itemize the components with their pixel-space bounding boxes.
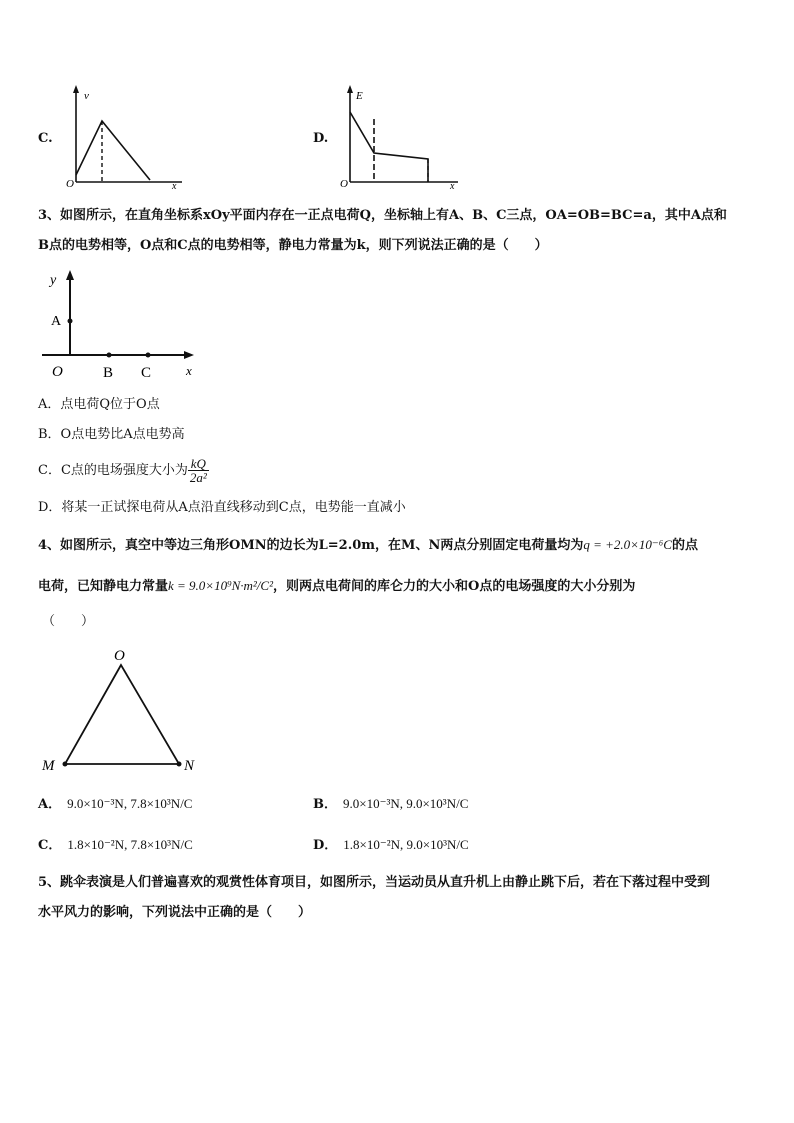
option-d-label: D. (313, 131, 329, 146)
q4-option-d (313, 837, 469, 854)
q4-fig-vertex-o: O (114, 648, 125, 664)
q4-stem-line3: （ ） (42, 614, 95, 629)
q4-option-c-value: 1.8×10⁻²N, 7.8×10³N/C (67, 837, 193, 852)
q3-option-d: D．将某一正试探电荷从A点沿直线移动到C点，电势能一直减小 (38, 500, 406, 515)
q4-stem-line1-b: 的点 (671, 538, 698, 553)
graph-c-y-label: v (84, 90, 89, 102)
q4-stem-line1 (38, 537, 698, 554)
q4-option-c (38, 837, 193, 854)
q4-fig-vertex-m: M (42, 758, 55, 774)
graph-c-origin: O (66, 178, 74, 190)
graph-c-v-x (62, 85, 187, 190)
q4-option-a-label: A． (38, 797, 62, 812)
q4-stem-line1-a: 4、如图所示，真空中等边三角形OMN的边长为L=2.0m，在M、N两点分别固定电荷量均为 (38, 538, 584, 553)
q3-fig-point-a: A (51, 314, 62, 329)
q3-option-c-fraction (188, 457, 209, 484)
q4-stem-line2-b: ，则两点电荷间的库仑力的大小和O点的电场强度的大小分别为 (273, 579, 636, 594)
q4-option-b (313, 796, 468, 813)
q3-stem-line1: 3、如图所示，在直角坐标系xOy平面内存在一正点电荷Q，坐标轴上有A、B、C三点，OA=OB=BC=a，其中A点和 (38, 208, 727, 223)
option-c-label: C. (38, 131, 53, 146)
q4-stem-line2 (38, 578, 635, 595)
q4-triangle-figure (38, 645, 208, 775)
q5-stem-line2: 水平风力的影响，下列说法中正确的是（ ） (38, 905, 312, 920)
q4-option-a-value: 9.0×10⁻³N, 7.8×10³N/C (67, 796, 193, 811)
q3-fig-origin: O (52, 364, 63, 380)
graph-c-x-label: x (172, 181, 177, 190)
q3-fig-point-b: B (103, 365, 114, 381)
graph-d-y-label: E (356, 90, 363, 102)
q3-option-b: B．O点电势比A点电势高 (38, 427, 185, 442)
q3-fig-point-c: C (141, 365, 152, 381)
q4-stem-line2-a: 电荷，已知静电力常量 (38, 579, 169, 594)
q4-option-b-label: B． (313, 797, 337, 812)
q4-charge-formula: q = +2.0×10⁻⁶C (583, 537, 672, 552)
q3-frac-numerator: kQ (188, 457, 209, 471)
q3-fig-x-label: x (186, 363, 192, 378)
q3-coordinate-figure (36, 268, 206, 383)
q4-option-a (38, 796, 192, 813)
q3-stem-line2: B点的电势相等，O点和C点的电势相等，静电力常量为k，则下列说法正确的是（ ） (38, 238, 548, 253)
q3-frac-denominator: 2a² (189, 470, 207, 485)
q3-option-a: A．点电荷Q位于O点 (38, 397, 160, 412)
graph-d-e-x (338, 85, 463, 190)
q4-option-d-value: 1.8×10⁻²N, 9.0×10³N/C (343, 837, 469, 852)
q3-option-c (38, 457, 209, 484)
q5-stem-line1: 5、跳伞表演是人们普遍喜欢的观赏性体育项目，如图所示，当运动员从直升机上由静止跳下后，若在下落过程中受到 (38, 875, 711, 890)
graph-d-x-label: x (450, 181, 455, 190)
q4-constant-formula: k = 9.0×10⁹N·m²/C² (168, 578, 273, 593)
q4-option-c-label: C． (38, 838, 62, 853)
q4-option-d-label: D． (313, 838, 338, 853)
q3-fig-y-label: y (50, 273, 57, 288)
graph-d-origin: O (340, 178, 348, 190)
q3-option-c-text: C．C点的电场强度大小为 (38, 463, 188, 478)
q4-fig-vertex-n: N (184, 758, 195, 774)
q4-option-b-value: 9.0×10⁻³N, 9.0×10³N/C (343, 796, 469, 811)
